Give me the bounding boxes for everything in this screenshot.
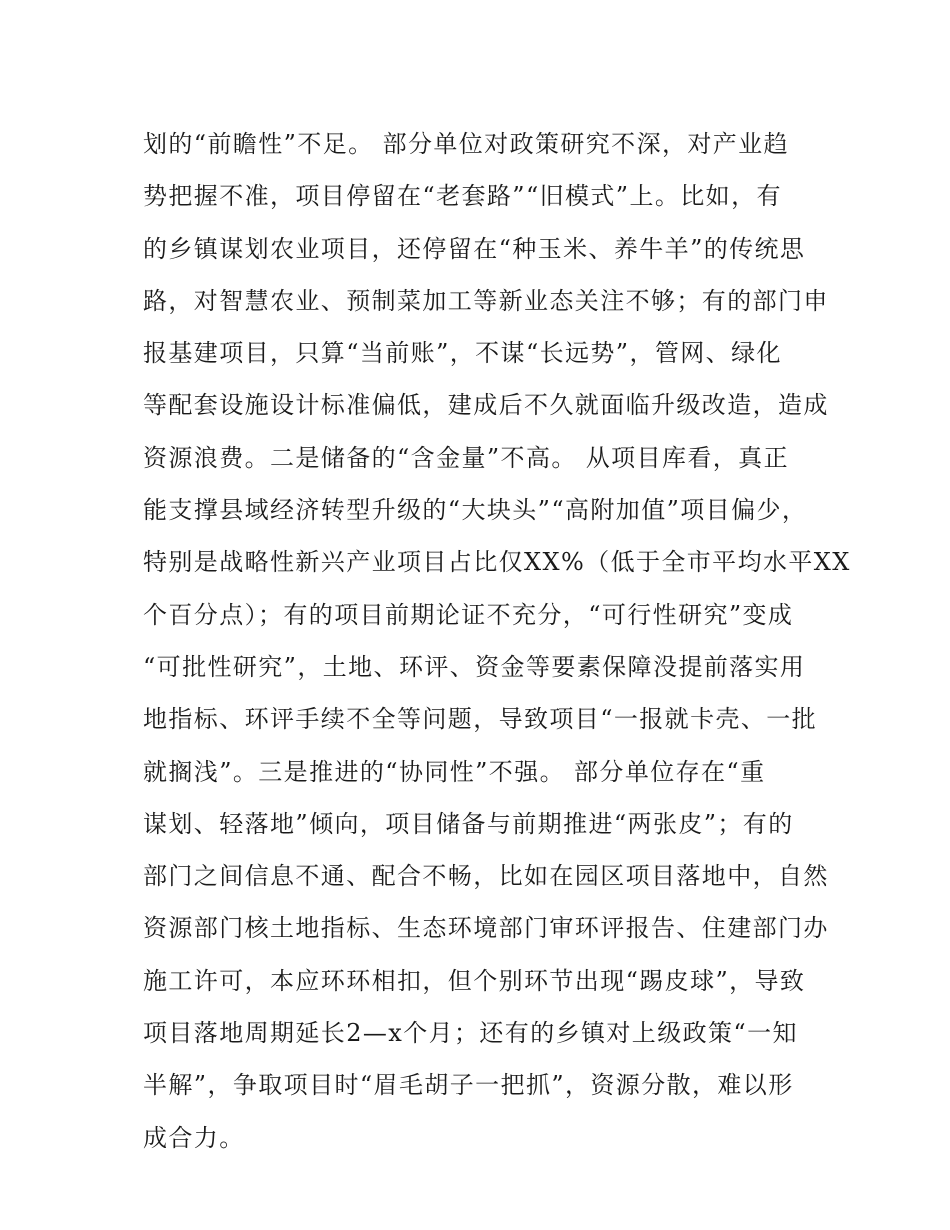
text-line: 资源浪费。二是储备的“含金量”不高。 从项目库看，真正 (143, 443, 789, 472)
text-line: 成合力。 (143, 1123, 245, 1152)
text-line: 势把握不准，项目停留在“老套路”“旧模式”上。比如，有 (143, 182, 782, 211)
text-line: 报基建项目，只算“当前账”，不谋“长远势”，管网、绿化 (143, 339, 782, 368)
text-line: 半解”，争取项目时“眉毛胡子一把抓”，资源分散，难以形 (143, 1071, 794, 1100)
text-line: 的乡镇谋划农业项目，还停留在“种玉米、养牛羊”的传统思 (143, 234, 806, 263)
text-line: 谋划、轻落地”倾向，项目储备与前期推进“两张皮”；有的 (143, 809, 794, 838)
text-line: 项目落地周期延长2—x个月；还有的乡镇对上级政策“一知 (143, 1019, 798, 1048)
text-line: 个百分点）；有的项目前期论证不充分，“可行性研究”变成 (143, 600, 794, 629)
text-line: 就搁浅”。三是推进的“协同性”不强。 部分单位存在“重 (143, 757, 766, 786)
text-line: 划的“前瞻性”不足。 部分单位对政策研究不深，对产业趋 (143, 130, 789, 158)
body-paragraph (143, 118, 851, 1164)
text-line: 路，对智慧农业、预制菜加工等新业态关注不够；有的部门申 (143, 286, 829, 315)
text-line: 能支撑县域经济转型升级的“大块头”“高附加值”项目偏少， (143, 496, 808, 525)
text-line: 等配套设施设计标准偏低，建成后不久就面临升级改造，造成 (143, 391, 829, 420)
text-line: 地指标、环评手续不全等问题，导致项目“一报就卡壳、一批 (143, 705, 818, 734)
text-line: 部门之间信息不通、配合不畅，比如在园区项目落地中，自然 (143, 862, 829, 891)
text-line: 特别是战略性新兴产业项目占比仅XX%（低于全市平均水平XX (143, 548, 851, 577)
text-line: 资源部门核土地指标、生态环境部门审环评报告、住建部门办 (143, 914, 829, 943)
text-line: 施工许可，本应环环相扣，但个别环节出现“踢皮球”，导致 (143, 966, 806, 995)
text-line: “可批性研究”，土地、环评、资金等要素保障没提前落实用 (143, 652, 806, 681)
